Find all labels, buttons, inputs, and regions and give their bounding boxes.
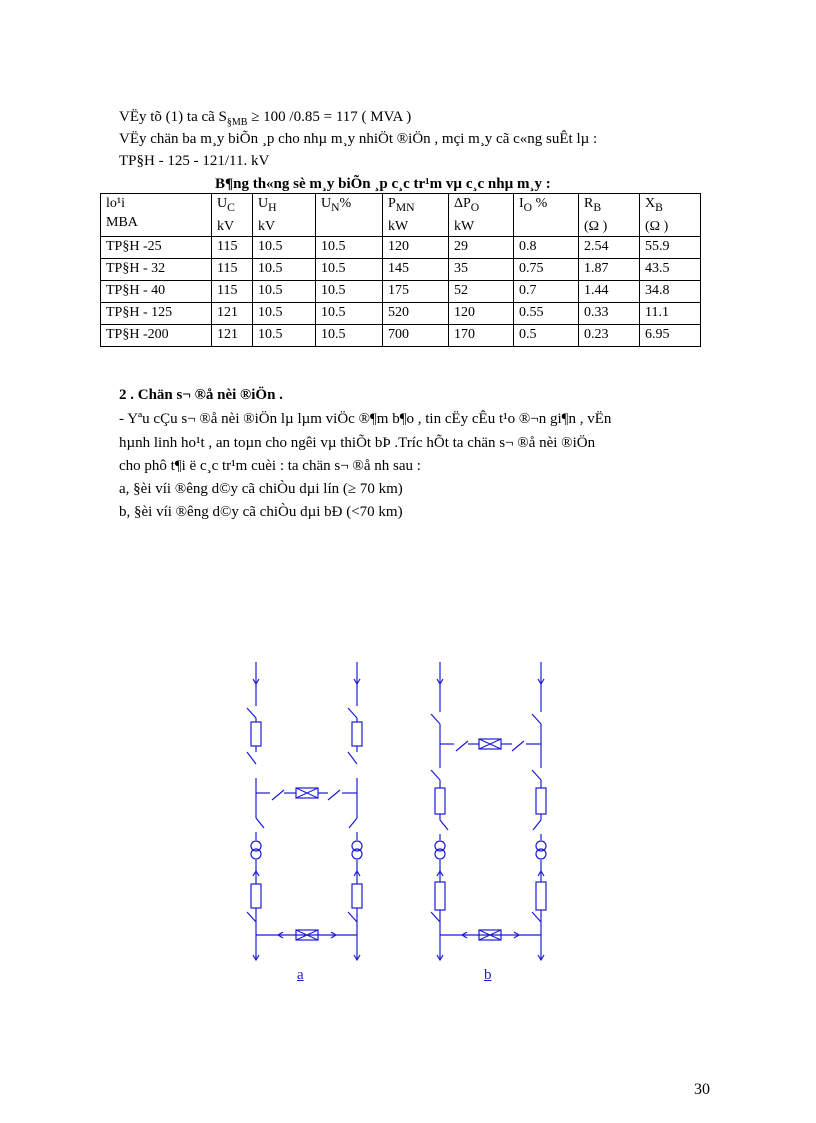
table-cell: 10.5	[316, 259, 383, 281]
header-sub: B	[655, 200, 663, 214]
header-unit: kV	[258, 218, 276, 234]
intro-line-3: TP§H - 125 - 121/11. kV	[119, 153, 270, 169]
header-unit: kW	[454, 218, 475, 234]
diagram-b-label: b	[484, 967, 492, 983]
table-title: B¶ng th«ng sè m¸y biÕn ¸p c¸c tr¹m vµ c¸c nhµ m¸y :	[215, 176, 551, 192]
diagram-a-hv-bridge	[256, 788, 357, 800]
table-cell: 1.87	[579, 259, 640, 281]
table-cell: 0.33	[579, 303, 640, 325]
table-cell-type: TP§H - 32	[101, 259, 212, 281]
diagram-a-lv-bus	[256, 930, 357, 940]
header-main: P	[388, 196, 396, 211]
diagram-a-right-feeder	[348, 662, 362, 960]
section-paragraph-line-2: hµnh linh ho¹t , an toµn cho ngêi vµ thiÕt bÞ .Tríc hÕt ta chän s¬ ®å nèi ®iÖn	[119, 435, 596, 451]
header-main: lo¹i	[106, 196, 125, 211]
table-cell: 11.1	[640, 303, 701, 325]
header-main: I	[519, 196, 524, 211]
table-cell: 10.5	[253, 237, 316, 259]
table-cell: 1.44	[579, 281, 640, 303]
header-unit: (Ω )	[645, 218, 669, 234]
diagram-a-label: a	[297, 967, 304, 983]
item-b-text: b, §èi víi ®êng d©y cã chiÒu dµi bÐ (<70 km)	[119, 504, 403, 520]
table-cell: 55.9	[640, 237, 701, 259]
diagram-a	[247, 662, 362, 960]
section-heading: 2 . Chän s¬ ®å nèi ®iÖn .	[119, 387, 283, 403]
intro-line-2: VËy chän ba m¸y biÕn ¸p cho nhµ m¸y nhiÖt ®iÖn , mçi m¸y cã c«ng suÊt lµ :	[119, 131, 598, 147]
diagram-b-lv-bus	[440, 930, 541, 940]
table-cell: 10.5	[316, 237, 383, 259]
table-cell: 10.5	[253, 325, 316, 347]
table-cell: 34.8	[640, 281, 701, 303]
table-cell: 52	[449, 281, 514, 303]
table-cell: 175	[383, 281, 449, 303]
table-cell: 120	[449, 303, 514, 325]
table-cell: 0.75	[514, 259, 579, 281]
item-a-text: a, §èi víi ®êng d©y cã chiÒu dµi lín (≥ 70 km)	[119, 481, 403, 497]
header-tail: %	[532, 196, 548, 211]
diagram-b-right-feeder	[532, 662, 546, 960]
table-cell: 10.5	[253, 303, 316, 325]
table-cell-type: TP§H - 125	[101, 303, 212, 325]
table-cell: 170	[449, 325, 514, 347]
table-cell: 0.5	[514, 325, 579, 347]
table-cell: 29	[449, 237, 514, 259]
header-sub: N	[331, 200, 340, 214]
table-cell: 115	[212, 259, 253, 281]
header-main: U	[321, 196, 332, 211]
diagram-b-left-feeder	[431, 662, 448, 960]
table-cell: 520	[383, 303, 449, 325]
header-sub: H	[268, 200, 277, 214]
table-cell: 0.8	[514, 237, 579, 259]
table-cell: 115	[212, 237, 253, 259]
section-paragraph-line-3: cho phô t¶i ë c¸c tr¹m cuèi : ta chän s¬ ®å nh sau :	[119, 458, 421, 474]
header-main: U	[258, 196, 269, 211]
header-main: ΔP	[454, 196, 471, 211]
table-cell: 115	[212, 281, 253, 303]
table-cell: 0.23	[579, 325, 640, 347]
table-cell-type: TP§H -200	[101, 325, 212, 347]
table-cell: 2.54	[579, 237, 640, 259]
header-unit: kV	[217, 218, 235, 234]
table-cell: 10.5	[253, 259, 316, 281]
table-cell: 700	[383, 325, 449, 347]
table-cell-type: TP§H -25	[101, 237, 212, 259]
table-cell: 43.5	[640, 259, 701, 281]
header-tail: %	[339, 196, 352, 211]
diagram-a-left-feeder	[247, 662, 264, 960]
table-cell: 10.5	[316, 281, 383, 303]
header-main: X	[645, 196, 656, 211]
table-cell: 35	[449, 259, 514, 281]
table-cell: 145	[383, 259, 449, 281]
table-cell: 10.5	[316, 303, 383, 325]
header-unit: MBA	[106, 215, 138, 230]
intro-line-1-formula: ≥ 100 /0.85 = 117 ( MVA )	[247, 109, 412, 125]
table-cell: 121	[212, 303, 253, 325]
page-number: 30	[694, 1081, 710, 1098]
header-unit: (Ω )	[584, 218, 608, 234]
diagram-b	[431, 662, 546, 960]
header-sub: O	[523, 200, 533, 214]
header-sub: MN	[395, 200, 415, 214]
table-cell: 0.7	[514, 281, 579, 303]
intro-line-1-text: VËy tõ (1) ta cã S	[119, 109, 227, 125]
table-cell: 6.95	[640, 325, 701, 347]
table-cell-type: TP§H - 40	[101, 281, 212, 303]
header-main: U	[217, 196, 228, 211]
table-cell: 120	[383, 237, 449, 259]
intro-line-1-subscript: §MB	[226, 117, 248, 128]
section-paragraph-line-1: - Yªu cÇu s¬ ®å nèi ®iÖn lµ lµm viÖc ®¶m b¶o , tin cËy cÊu t¹o ®¬n gi¶n , vËn	[119, 411, 612, 427]
diagram-b-hv-bridge	[440, 739, 541, 751]
header-main: R	[584, 196, 594, 211]
table-cell: 121	[212, 325, 253, 347]
table-cell: 10.5	[316, 325, 383, 347]
header-sub: C	[227, 200, 235, 214]
header-sub: B	[593, 200, 602, 214]
table-cell: 10.5	[253, 281, 316, 303]
table-cell: 0.55	[514, 303, 579, 325]
header-unit: kW	[388, 218, 409, 234]
header-sub: O	[470, 200, 480, 214]
